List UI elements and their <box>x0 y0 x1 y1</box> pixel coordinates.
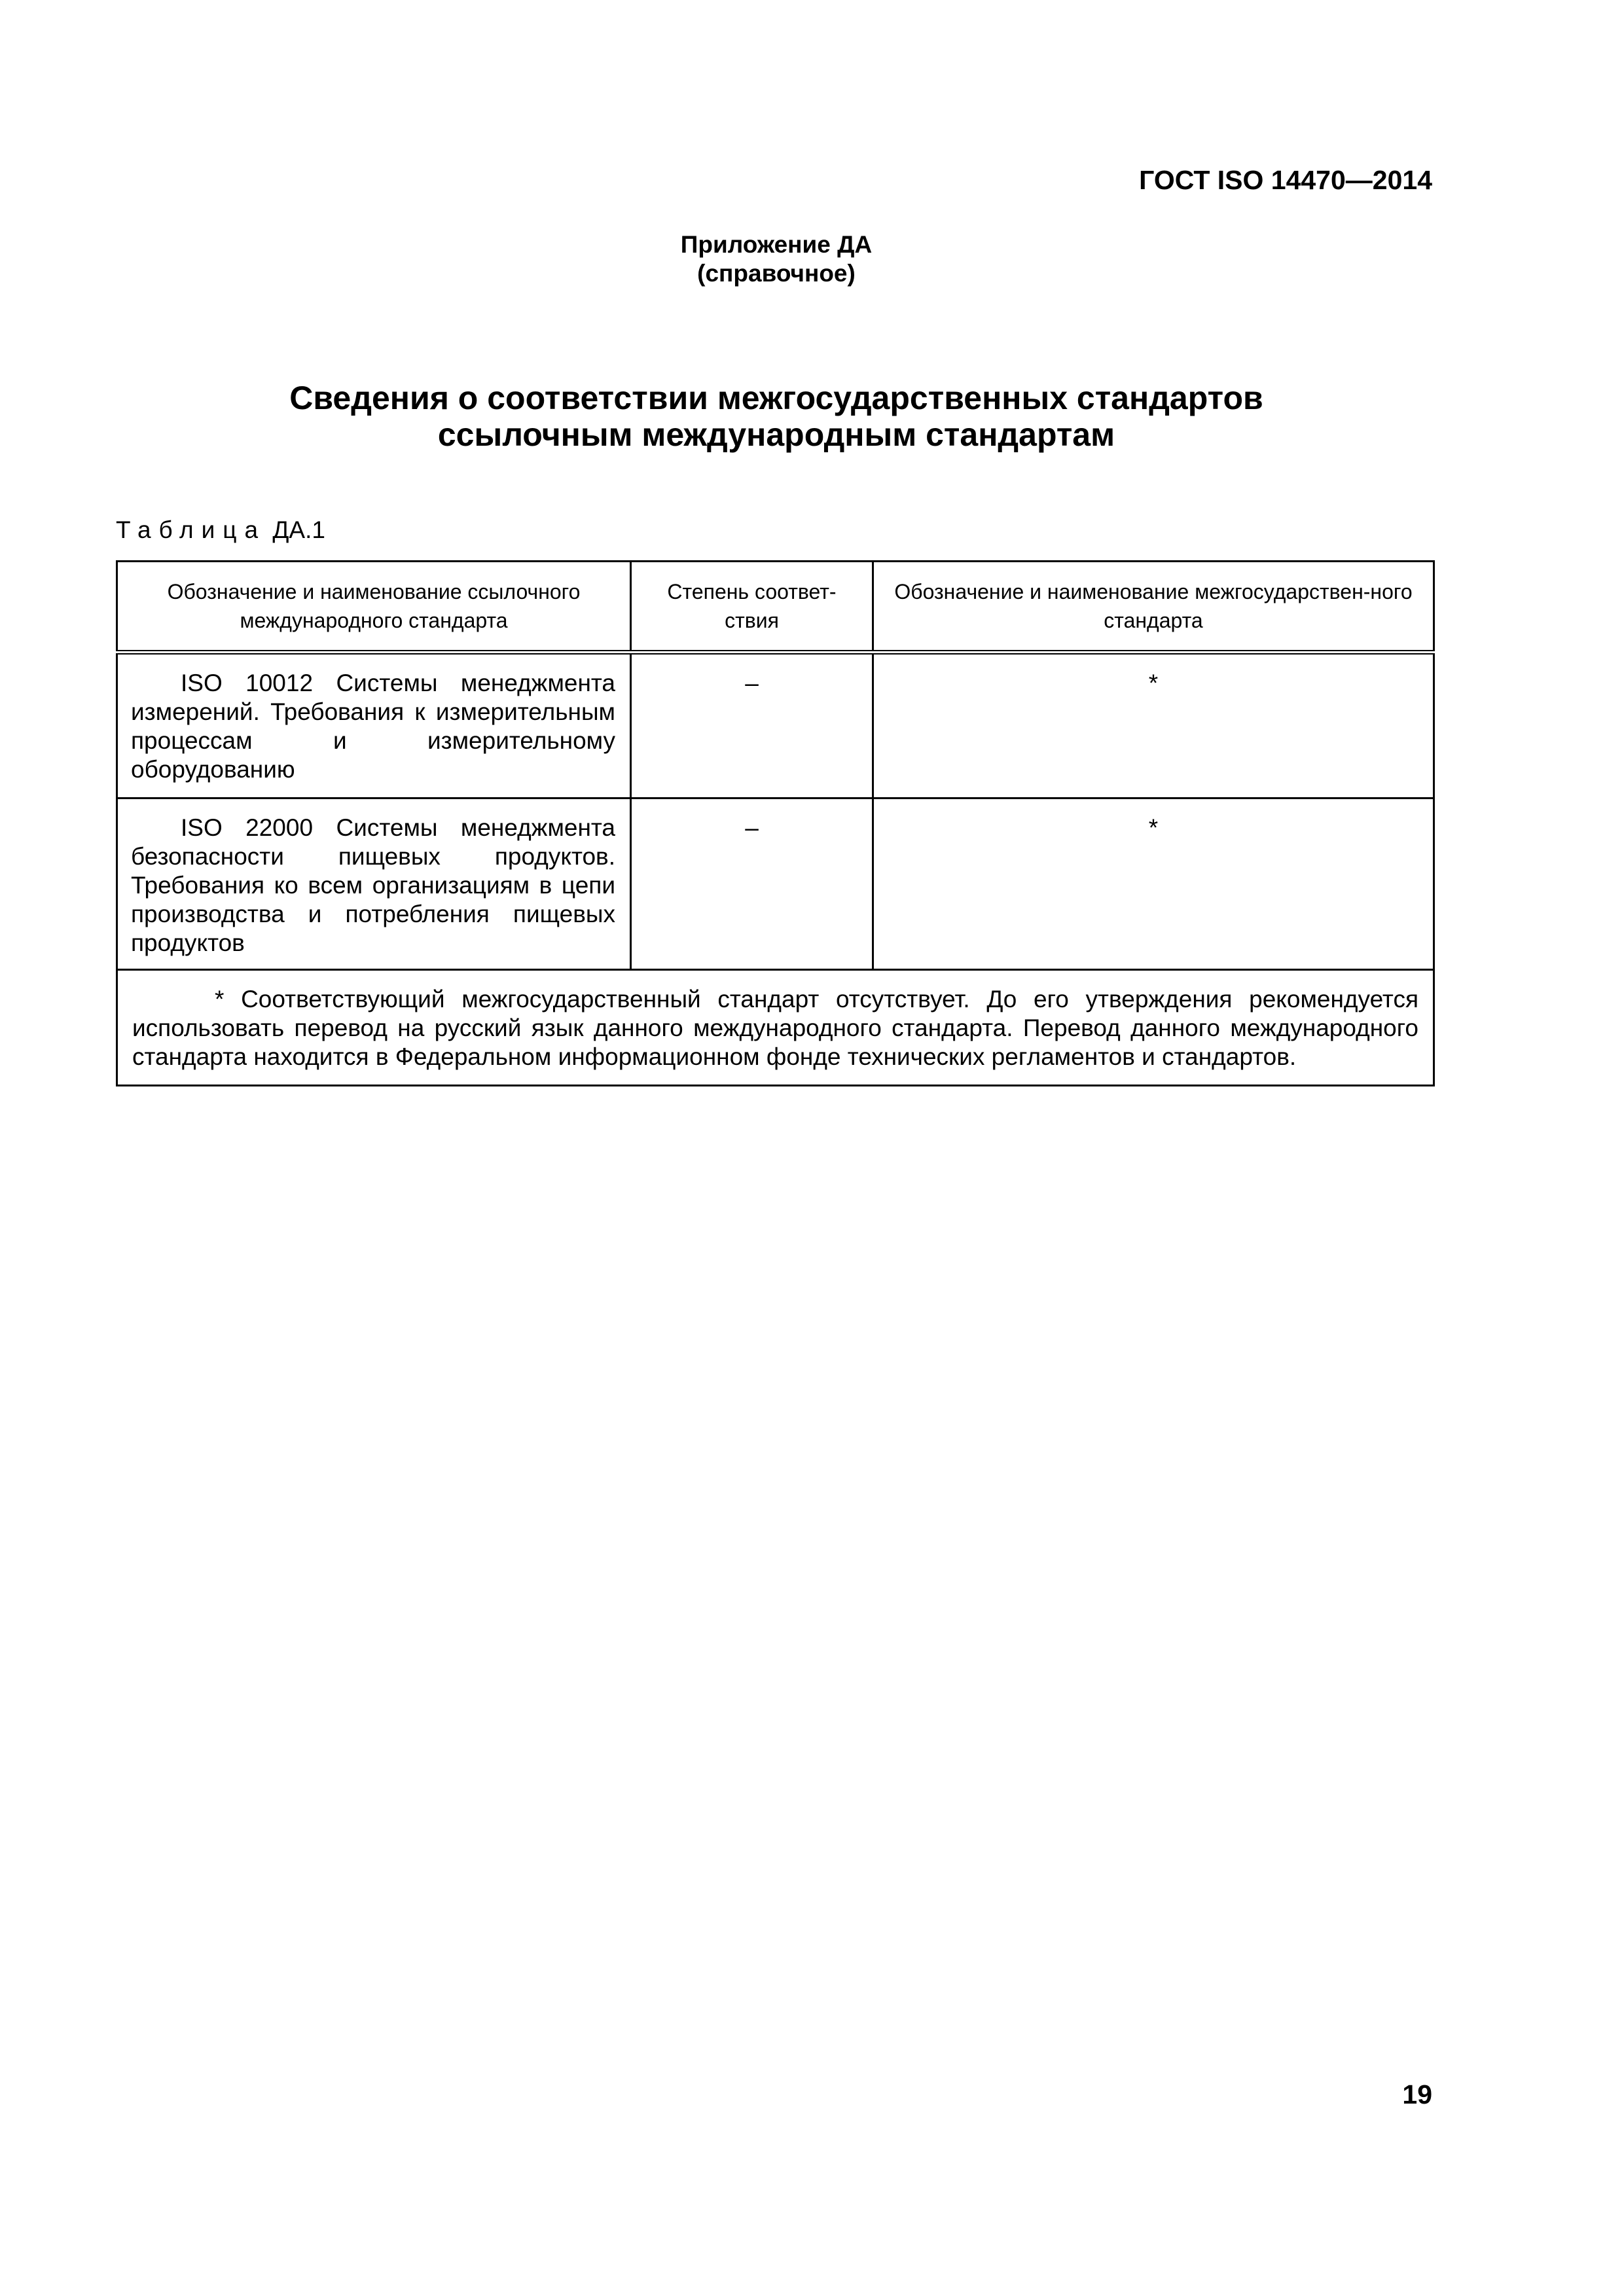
column-header-reference-standard: Обозначение и наименование ссылочного международного стандарта <box>117 562 631 653</box>
reference-standard-cell <box>117 653 631 798</box>
page-number: 19 <box>1402 2079 1432 2109</box>
table-header-row <box>117 562 1434 653</box>
table-footnote: * Соответствующий межгосударственный стандарт отсутствует. До его утверждения рекомендуется использовать перевод на русский язык данного международного стандарта. Перевод данного международного стандарта находится в Федеральном информационном фонде технических регламентов и стандартов. <box>132 986 1418 1070</box>
section-heading-line-1: Сведения о соответствии межгосударственных стандартов <box>289 380 1263 416</box>
column-header-interstate-standard: Обозначение и наименование межгосударствен-ного стандарта <box>873 562 1434 653</box>
section-heading <box>0 380 1553 453</box>
table-caption-word: Таблица <box>116 516 266 543</box>
degree-cell: – <box>631 798 873 970</box>
reference-standard-text: ISO 10012 Системы менеджмента измерений. Требования к измерительным процессам и измерительному оборудованию <box>131 670 615 783</box>
column-header-degree: Степень соответ-ствия <box>631 562 873 653</box>
section-heading-line-2: ссылочным международным стандартам <box>437 416 1115 453</box>
standards-table <box>116 560 1435 1086</box>
table-caption <box>116 516 325 544</box>
appendix-title: Приложение ДА <box>680 231 873 258</box>
interstate-standard-cell: * <box>873 653 1434 798</box>
appendix-block <box>0 230 1553 288</box>
reference-standard-cell <box>117 798 631 970</box>
table-footnote-row <box>117 970 1434 1086</box>
table-row <box>117 653 1434 798</box>
document-code: ГОСТ ISO 14470—2014 <box>1139 165 1432 195</box>
reference-standard-text: ISO 22000 Системы менеджмента безопасности пищевых продуктов. Требования ко всем организациям в цепи производства и потребления пищевых продуктов <box>131 814 615 956</box>
table-row <box>117 798 1434 970</box>
appendix-type: (справочное) <box>697 260 856 287</box>
degree-cell: – <box>631 653 873 798</box>
table-caption-number: ДА.1 <box>272 516 325 543</box>
table-footnote-cell <box>117 970 1434 1086</box>
interstate-standard-cell: * <box>873 798 1434 970</box>
